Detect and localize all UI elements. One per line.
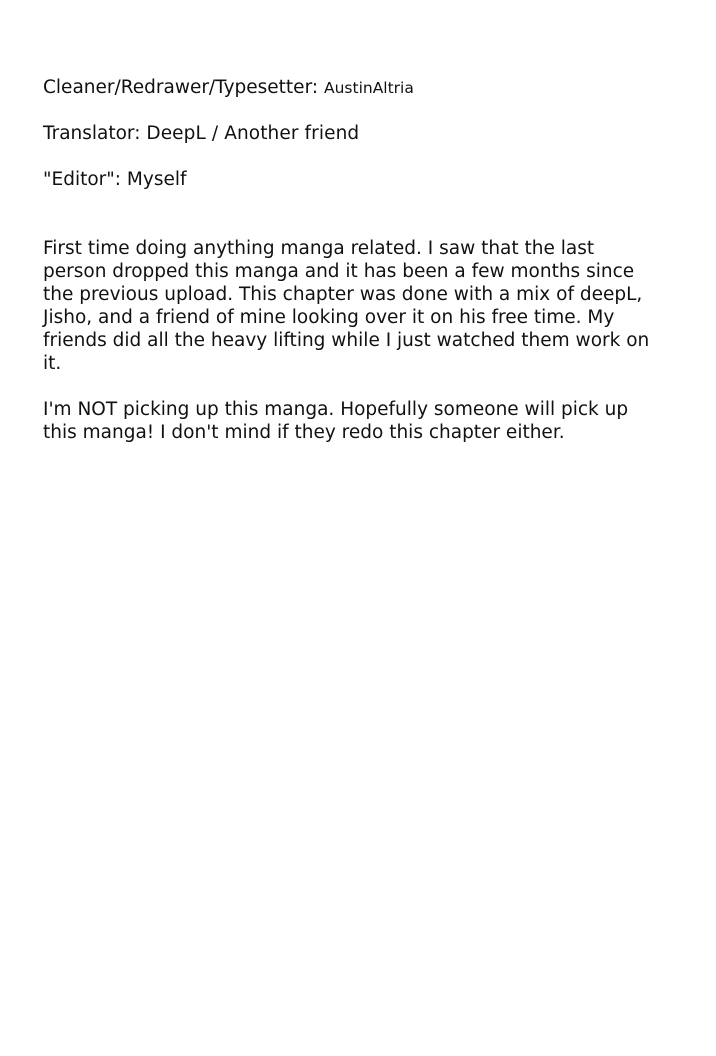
translator-value: DeepL / Another friend — [146, 123, 360, 144]
cleaner-credit-line — [43, 77, 414, 99]
note-paragraph-second: I'm NOT picking up this manga. Hopefully someone will pick up this manga! I don't mind if they redo this chapter either. — [43, 399, 629, 443]
translator-label: Translator: — [43, 123, 141, 144]
cleaner-value: AustinAltria — [323, 79, 414, 97]
editor-label: "Editor": — [43, 169, 122, 190]
cleaner-label: Cleaner/Redrawer/Typesetter: — [43, 77, 319, 98]
editor-credit-line — [43, 169, 187, 191]
editor-value: Myself — [126, 169, 187, 190]
translator-credit-line — [43, 123, 359, 145]
note-paragraph-first: First time doing anything manga related. I saw that the last person dropped this manga and it has been a few months since the previous upload. This chapter was done with a mix of deepL, Jisho, and a friend of mine looking over it on his free time. My friends did all the heavy lifting while I just watched them work on it. — [43, 238, 650, 374]
